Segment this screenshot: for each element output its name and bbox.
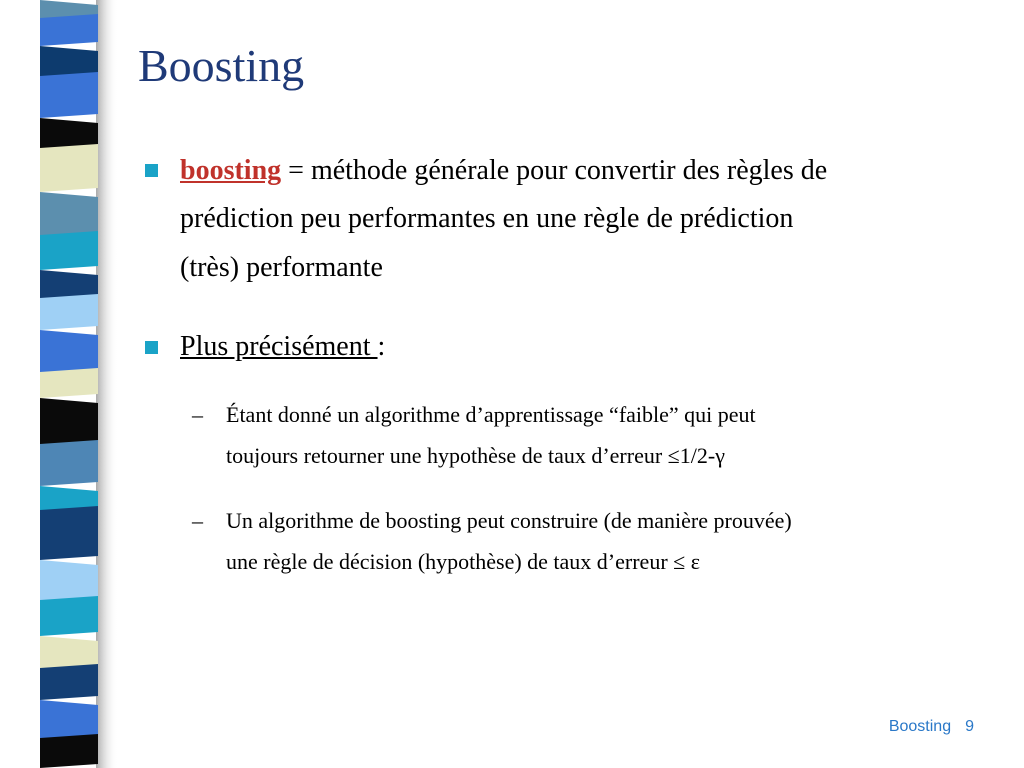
- plus-precisement-suffix: :: [377, 331, 386, 362]
- boosting-keyword: boosting: [180, 155, 282, 186]
- sub-bullet-dash-1: –: [192, 402, 203, 427]
- decorative-stripe-band: [0, 0, 120, 768]
- bullet-1-line-2: prédiction peu performantes en une règle de prédiction: [180, 203, 794, 234]
- stripe-segment: [40, 14, 98, 46]
- stripe-segment: [40, 664, 98, 700]
- sub-bullet-1-line-1: Étant donné un algorithme d’apprentissage “faible” qui peut: [226, 402, 756, 427]
- stripe-segment: [40, 368, 98, 398]
- bullet-1-line-3: (très) performante: [180, 252, 383, 283]
- stripe-segment: [40, 734, 98, 768]
- bullet-square-2: [145, 341, 158, 354]
- footer-label: Boosting: [888, 718, 952, 735]
- stripe-segment: [40, 144, 98, 192]
- sub-bullet-2-line-2: une règle de décision (hypothèse) de taux d’erreur ≤ ε: [226, 549, 700, 574]
- stripe-segment: [40, 294, 98, 330]
- slide-title: Boosting: [138, 40, 305, 91]
- slide-footer: [889, 718, 974, 736]
- sub-bullet-1-line-2: toujours retourner une hypothèse de taux d’erreur ≤1/2-γ: [226, 443, 725, 468]
- stripe-segment: [40, 231, 98, 270]
- stripe-segment: [40, 72, 98, 118]
- bullet-1-text: = méthode générale pour convertir des règles de: [281, 155, 828, 186]
- bullet-2-line: [180, 330, 385, 364]
- bullet-1-line-1: [180, 154, 827, 188]
- sub-bullet-2-line-1: Un algorithme de boosting peut construire (de manière prouvée): [226, 508, 792, 533]
- sub-bullet-dash-2: –: [192, 508, 203, 533]
- plus-precisement-label: Plus précisément: [180, 331, 378, 362]
- page-number: 9: [965, 718, 974, 735]
- stripe-segment: [40, 596, 98, 636]
- stripe-segment: [40, 440, 98, 486]
- bullet-square-1: [145, 164, 158, 177]
- stripe-segment: [40, 506, 98, 560]
